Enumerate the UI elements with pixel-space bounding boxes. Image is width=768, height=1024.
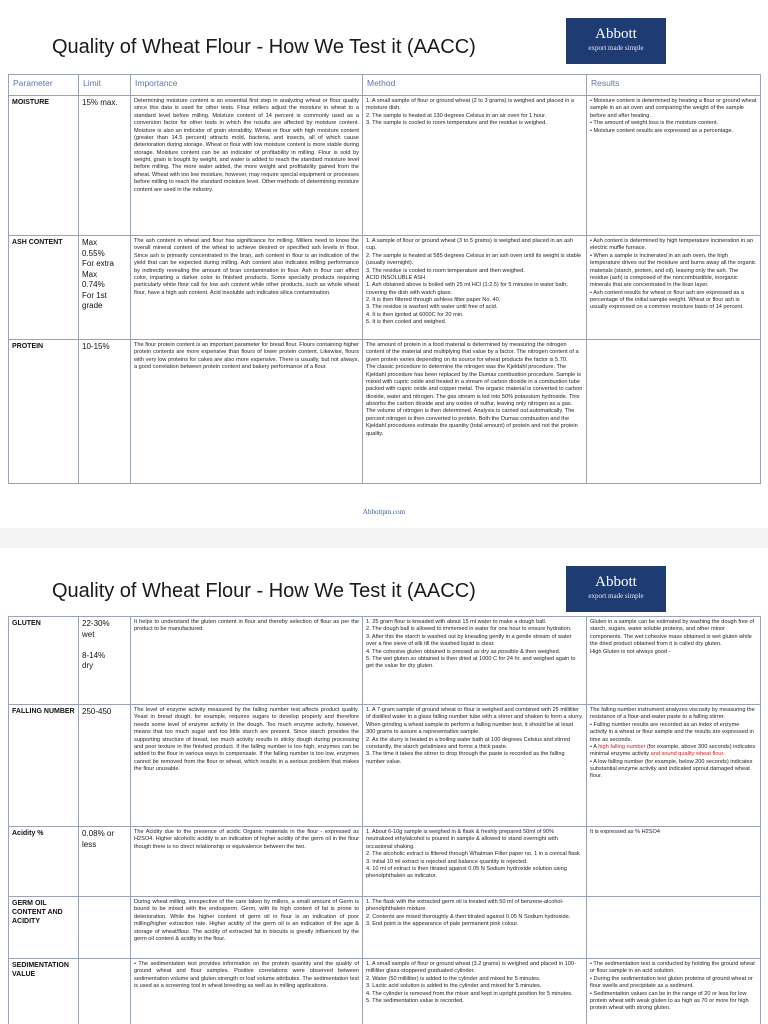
method-line: 2. The alcoholic extract is filtered through Whatman Filter paper no. 1 in a conical flask	[366, 851, 580, 858]
limit-line: For 1st	[82, 290, 107, 300]
result-line: The falling number instrument analyzes viscosity by measuring the resistance of a flour-and-water paste to a falling stirrer.	[590, 707, 755, 721]
method-line: 2. The sample is heated at 130 degrees Celsius in an air oven for 1 hour.	[366, 112, 547, 119]
method-line: 2. Contents are mixed thoroughly & then titrated against 0.05 N Sodium hydroxide.	[366, 913, 571, 920]
importance-gluten: It helps to understand the gluten content in flour and thereby selection of flour as per the product to be manufactured.	[131, 617, 363, 705]
quality-table-1	[8, 74, 761, 484]
result-line-highlight	[590, 744, 757, 759]
result-line: • During the sedimentation test gluten proteins of ground wheat or flour swells and precipitate as a sediment.	[590, 975, 753, 990]
method-moisture	[363, 96, 587, 236]
method-line: 1. A sample of flour or ground wheat (3 to 5 grams) is weighed and placed in an ash cup.	[366, 238, 574, 252]
result-line: It is expressed as % H2SO4	[590, 829, 660, 835]
method-line: 3. The residue is cooled to room temperature and then weighed.	[366, 267, 525, 274]
method-line: 3. Lactic acid solution is added to the cylinder and mixed for 5 minutes.	[366, 983, 542, 990]
method-line: 4. The cylinder is removed from the mixer and kept in upright position for 5 minutes.	[366, 990, 573, 997]
method-line: 1. About 6-10g sample is weighed in & flask & freshly prepared 50ml of 90% neutralized ethylalcohol is poured in sample & allowed to stand overnight with occasional shaking.	[366, 829, 558, 850]
importance-ash: The ash content in wheat and flour has significance for milling. Millers need to know the overall mineral content of the wheat to achieve desired or specified ash levels in flour. Since ash is primarily concentrated in the bran, ash content in flour is an indication of the yield that can be expected during milling. Ash content also indicates milling performance by indirectly revealing the amount of bran contamination in flour. Ash in flour can affect color, imparting a darker color to finished products. Some specialty products requiring particularly white flour call for low ash content while other products, such as whole wheat flour, have a high ash content. Acid insoluble ash indicates silica contamination.	[131, 236, 363, 340]
method-gluten	[363, 617, 587, 705]
page-divider	[0, 528, 768, 548]
method-ash	[363, 236, 587, 340]
result-line: • Falling number results are recorded as an index of enzyme activity in a wheat or flour sample and the results are expressed in time as seconds.	[590, 721, 754, 743]
importance-protein: The flour protein content is an important parameter for bread flour. Flours containing higher protein contents are more expensive than flours of lower protein content. Likewise, flours with very low proteins for cakes are also more expensive. There is usually, but not always, a good correlation between protein content and bakery performance of a flour.	[131, 340, 363, 484]
method-line: 5. The wet gluten so obtained is then dried at 1000 C for 24 hr. and weighed again to get the value for dry gluten.	[366, 655, 576, 670]
limit-line	[82, 640, 127, 651]
method-falling-number	[363, 705, 587, 827]
results-sedimentation	[587, 959, 761, 1024]
method-acidity	[363, 827, 587, 897]
table-row-protein	[9, 340, 761, 484]
limit-acidity	[79, 827, 131, 897]
method-line: 2. It is then filtered through ashless filter paper No. 40.	[366, 297, 501, 303]
result-text: • A	[590, 743, 599, 750]
limit-line: wet	[82, 629, 95, 639]
result-line: • The amount of weight loss is the moisture content.	[590, 120, 719, 127]
method-line: 1. Ash obtained above is boiled with 25 ml HCl (1:2.5) for 5 minutes in water bath, covering the dish with watch glass.	[366, 282, 568, 296]
limit-ash	[79, 236, 131, 340]
header-importance: Importance	[131, 75, 363, 96]
results-germ-oil	[587, 897, 761, 959]
method-protein	[363, 340, 587, 484]
result-line: • The sedimentation test is conducted by holding the ground wheat or flour sample in an acid solution.	[590, 961, 755, 975]
importance-acidity: The Acidity due to the presence of acidic Organic materials in the flour - expressed as H2SO4. Higher alcoholic acidity is an indication of higher acidity of the germ oil in the flour though there is no direct relationship or equivalence between the two.	[131, 827, 363, 897]
method-line: 3. The time it takes the stirrer to drop through the paste is recorded as the falling number value.	[366, 751, 565, 765]
table-row-sedimentation	[9, 959, 761, 1024]
results-protein	[587, 340, 761, 484]
header-limit: Limit	[79, 75, 131, 96]
limit-line: 10-15%	[82, 342, 110, 351]
result-line: Gluten in a sample can be estimated by washing the dough free of starch, sugars, water soluble proteins, and other minor components. The wet cohesive mass obtained is wet gluten while the dried product obtained from it is called dry gluten.	[590, 619, 755, 648]
result-line: • Ash content is determined by high temperature incineration in an electric muffle furnace.	[590, 238, 754, 252]
table-row-ash	[9, 236, 761, 340]
method-line: 5. It is then cooled and weighed.	[366, 319, 447, 326]
limit-line: 0.55%	[82, 248, 105, 258]
method-line: 4. It is then ignited at 6000C for 20 min.	[366, 311, 464, 318]
result-line: • Sedimentation values can be in the range of 20 or less for low protein wheat with weak gluten to as high as 70 or more for high protein wheat with strong gluten.	[590, 990, 749, 1012]
limit-line: less	[82, 839, 97, 849]
limit-line: 22-30%	[82, 619, 110, 628]
table-row-gluten	[9, 617, 761, 705]
results-gluten	[587, 617, 761, 705]
limit-line: 8-14%	[82, 650, 106, 660]
param-sedimentation: SEDIMENTATION VALUE	[9, 959, 79, 1024]
method-line: 4. 10 ml of extract is then titrated against 0.05 N Sodium hydroxide solution using phenolphthalein as indicator.	[366, 865, 567, 880]
method-sedimentation	[363, 959, 587, 1024]
table-row-falling-number	[9, 705, 761, 827]
table-header-row	[9, 75, 761, 96]
method-line: 1. 25 gram flour is kneaded with about 15 ml water to make a dough ball.	[366, 619, 547, 625]
limit-gluten	[79, 617, 131, 705]
param-germ-oil: GERM OIL CONTENT AND ACIDITY	[9, 897, 79, 959]
header-results: Results	[587, 75, 761, 96]
result-highlight: and sound quality wheat flour.	[650, 751, 725, 758]
method-line: 4. The cohesive gluten obtained is pressed as dry as possible & then weighed.	[366, 648, 561, 655]
method-line: 3. The sample is cooled to room temperature and the residue is weighed.	[366, 120, 547, 127]
method-line: 1. The flask with the extracted germ oil is treated with 50 ml of benzene-alcohol-phenolphthalein mixture.	[366, 899, 564, 913]
importance-falling-number: The level of enzyme activity measured by the falling number test affects product quality. Yeast in bread dough, for example, requires sugars to develop properly and therefore needs some level of enzyme activity in the dough. Too much enzyme activity, however, means that too much sugar and too little starch are present. Since starch provides the supporting structure of bread, too much activity results in sticky dough during processing and poor texture in the finished product. If the falling number is too high, enzymes can be added to the flour in various ways to compensate. If the falling number is too low, enzymes cannot be removed from the flour or wheat, which results in a serious problem that makes the flour unusable.	[131, 705, 363, 827]
result-highlight: high falling number	[598, 743, 646, 750]
importance-moisture: Determining moisture content is an essential first step in analyzing wheat or flour quality since this data is used for other tests. Flour millers adjust the moisture in wheat to a standard level before milling. Moisture content of 14 percent is commonly used as a conversion factor for other tests in which the results are affected by moisture content. Moisture is also an indicator of grain storability. Wheat or flour with high moisture content (greater than 14.5 percent) attracts mold, bacteria, and insects, all of which cause deterioration during storage. Wheat or flour with low moisture content is more stable during storage. Moisture content can be an indicator of profitability in milling. Flour is sold by weight, grain is bought by weight, and water is added to reach the standard moisture level before milling. The more water added, the more weight and profitability gained from the wheat. Wheat with too low moisture, however, may require special equipment or processes before milling to reach the standard moisture level. Other methods of determining moisture content are used in the industry.	[131, 96, 363, 236]
method-line: 2. Water (50 milliliter) is added to the cylinder and mixed for 5 minutes.	[366, 975, 541, 982]
method-line: The amount of protein in a food material is determined by measuring the nitrogen content of the material and multiplying that value by a factor. The nitrogen content of a given protein varies depending on its source for wheat products the factor is 5.70.	[366, 342, 579, 363]
param-protein: PROTEIN	[9, 340, 79, 484]
param-acidity: Acidity %	[9, 827, 79, 897]
result-line: • When a sample is incinerated in an ash oven, the high temperature drives out the moisture and burns away all the organic materials (starch, protein, and oil), leaving only the ash. The residue (ash) is composed of the noncombustible, inorganic minerals that are concentrated in the bran layer.	[590, 252, 756, 289]
result-line: • A low falling number (for example, below 200 seconds) indicates substantial enzyme activity and indicated sprout damaged wheat flour.	[590, 758, 753, 780]
limit-line: Max	[82, 238, 98, 247]
result-line: • Ash content results for wheat or flour ash are expressed as a percentage of the initial sample weight. Wheat or flour ash is usually expressed on a common moisture basis of 14 percent.	[590, 289, 745, 311]
limit-germ-oil	[79, 897, 131, 959]
table-row-germ-oil	[9, 897, 761, 959]
limit-line: 0.74%	[82, 280, 105, 290]
method-germ-oil	[363, 897, 587, 959]
logo-brand: Abbott	[595, 26, 637, 42]
limit-sedimentation	[79, 959, 131, 1024]
limit-falling-number	[79, 705, 131, 827]
limit-protein	[79, 340, 131, 484]
limit-moisture	[79, 96, 131, 236]
param-falling-number: FALLING NUMBER	[9, 705, 79, 827]
importance-sedimentation: • The sedimentation test provides information on the protein quantity and the quality of ground wheat and flour samples. Positive correlations were observed between sedimentation volume and gluten strength or loaf volume attributes. The sedimentation test is used as a screening tool in wheat breeding as well as in milling applications.	[131, 959, 363, 1024]
result-line: • Moisture content is determined by heating a flour or ground wheat sample in an air oven and comparing the weight of the sample before and after heating.	[590, 98, 757, 119]
limit-line: For extra	[82, 259, 115, 269]
method-line: 5. The sedimentation value is recorded.	[366, 997, 464, 1004]
limit-line: grade	[82, 301, 103, 311]
limit-line: 15% max.	[82, 98, 118, 107]
results-moisture	[587, 96, 761, 236]
method-line: 2. The sample is heated at 585 degrees Celsius in an ash oven until its weight is stable (usually overnight).	[366, 252, 582, 267]
abbott-logo	[566, 18, 666, 64]
param-moisture: MOISTURE	[9, 96, 79, 236]
method-line: 1. A 7-gram sample of ground wheat or flour is weighed and combined with 25 milliliter of distilled water in a glass falling number tube with a stirrer and shaken to form a slurry. When grinding a wheat sample to perform a falling number test, it should be at least 300 grams to assure a representative sample.	[366, 707, 583, 736]
page-title: Quality of Wheat Flour - How We Test it (AACC)	[52, 36, 476, 58]
logo-tagline: export made simple	[588, 592, 644, 600]
result-text: (for example, above 300 seconds) indicates minimal enzyme activity	[590, 743, 756, 758]
method-line: 3. After this the starch is washed out by kneading gently in a gentle stream of water over a fine sieve of silk till the washed liquid is clear.	[366, 633, 572, 648]
logo-brand: Abbott	[595, 574, 637, 590]
page-title: Quality of Wheat Flour - How We Test it (AACC)	[52, 580, 476, 602]
param-gluten: GLUTEN	[9, 617, 79, 705]
results-falling-number	[587, 705, 761, 827]
limit-line: 250-450	[82, 707, 112, 716]
method-line: 2. The dough ball is allowed to immersed in water for one hour to ensure hydration.	[366, 626, 572, 633]
header-method: Method	[363, 75, 587, 96]
method-line: ACID INSOLUBLE ASH	[366, 274, 426, 281]
method-line: 3. End point is the appearance of pale permanent pink colour.	[366, 921, 519, 928]
limit-line: 0.08% or	[82, 829, 115, 838]
result-line: • Moisture content results are expressed as a percentage.	[590, 127, 734, 134]
param-ash: ASH CONTENT	[9, 236, 79, 340]
abbott-website-link[interactable]: Abbottpm.com	[362, 508, 406, 516]
importance-germ-oil: During wheat milling, irrespective of the care taken by millers, a small amount of Germ is bound to be mixed with the endosperm. Germ, with its high content of fat is prone to deterioration. While the higher content of germ oil in flour is an indication of poor milling/higher extraction rate. Higher acidity of the germ oil is an indication of the age & storage of wheat/flour. The acidity of extracted fat in biscuits is greatly influenced by the germ oil content & acidity in the flour.	[131, 897, 363, 959]
table-row-moisture	[9, 96, 761, 236]
limit-line: Max	[82, 269, 98, 279]
abbott-logo	[566, 566, 666, 612]
limit-line: dry	[82, 661, 94, 671]
method-line: The classic procedure to determine the nitrogen was the Kjeldahl procedure. The Kjeldahl procedure has been replaced by the Dumas combustion procedure. Sample is mixed with cupric oxide and heated in a stream of carbon dioxide in a combustion tube packed with cupric oxide and copper metal. The organic material is converted to carbon dioxide, water and nitrogen. The gas stream is led into 50% potassium hydroxide. This absorbs the carbon dioxide and any oxides of sulfur, leaving only nitrogen as a gas. The volume of nitrogen is then determined. Analysis is carried out automatically. The percent nitrogen is then converted to protein. Both the Dumas combustion and the Kjeldahl procedures estimate the quantity (total amount) of protein and not the protein quality.	[366, 364, 583, 437]
results-acidity	[587, 827, 761, 897]
method-line: 2. As the slurry is heated in a boiling water bath at 100 degrees Celsius and stirred constantly, the starch gelatinizes and forms a thick paste.	[366, 736, 570, 750]
method-line: 1. A small sample of flour or ground wheat (3.2 grams) is weighed and placed in 100-milliliter glass-stoppered graduated cylinder.	[366, 961, 576, 975]
header-parameter: Parameter	[9, 75, 79, 96]
method-line: 1. A small sample of flour or ground wheat (2 to 3 grams) is weighed and placed in a moisture dish.	[366, 98, 575, 112]
table-row-acidity	[9, 827, 761, 897]
logo-tagline: export made simple	[588, 44, 644, 52]
results-ash	[587, 236, 761, 340]
method-line: 3. Initial 10 ml extract is rejected and balance quantity is rejected.	[366, 858, 528, 865]
result-line: High Gluten is not always good -	[590, 648, 671, 655]
method-line: 3. The residue is washed with water until free of acid.	[366, 304, 498, 311]
quality-table-2	[8, 616, 761, 1024]
document-page-2	[0, 548, 768, 1024]
